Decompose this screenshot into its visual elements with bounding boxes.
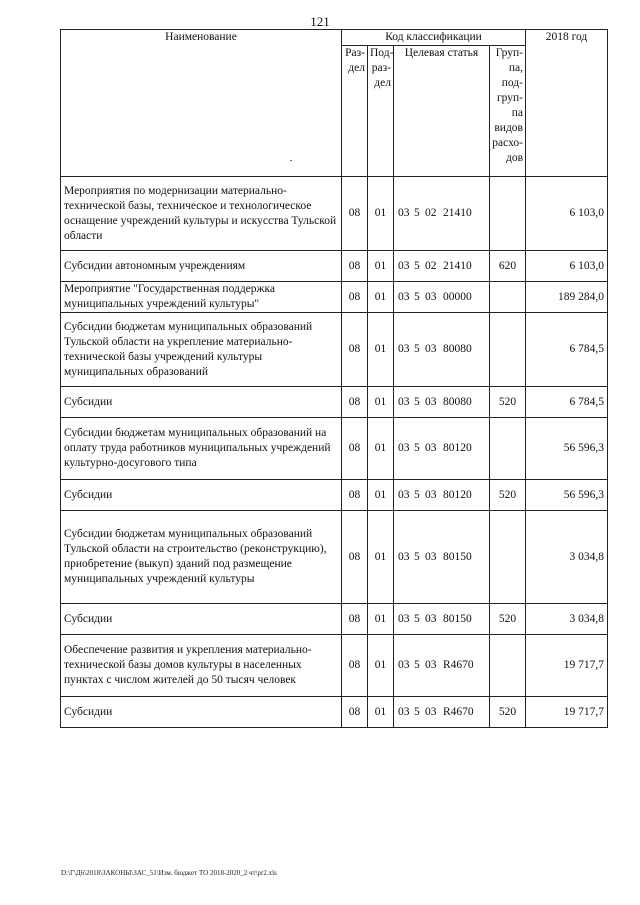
row-target-item xyxy=(394,511,490,604)
table-row xyxy=(61,511,608,604)
row-name: Субсидии бюджетам муниципальных образований Тульской области на строительство (реконструкцию), приобретение (выкуп) зданий под размещение муниципальных учреждений культуры xyxy=(61,511,342,604)
target-item-part: 21410 xyxy=(443,207,472,219)
row-amount: 189 284,0 xyxy=(526,282,608,313)
row-group: 520 xyxy=(490,480,526,511)
target-item-part: 5 xyxy=(414,442,420,454)
target-item-part: 03 xyxy=(398,343,410,355)
table-body xyxy=(61,177,608,728)
target-item-part: 5 xyxy=(414,550,420,563)
file-path-footer: D:\Г\Д6\2018\ЗАКОНЫ\ЗАС_51\Изм. бюджет ТО 2018-2020_2 чт\pr2.xls xyxy=(61,869,277,877)
row-group xyxy=(490,511,526,604)
table-row xyxy=(61,697,608,728)
row-amount: 3 034,8 xyxy=(526,511,608,604)
row-amount: 6 103,0 xyxy=(526,251,608,282)
row-razdel: 08 xyxy=(342,251,368,282)
target-item-part: 80080 xyxy=(443,343,472,355)
row-razdel: 08 xyxy=(342,480,368,511)
row-name: Субсидии xyxy=(61,697,342,728)
table-row xyxy=(61,251,608,282)
row-podrazdel: 01 xyxy=(368,604,394,635)
row-group xyxy=(490,282,526,313)
target-item-part: 03 xyxy=(398,395,410,408)
target-item-part: 5 xyxy=(414,395,420,408)
row-name: Обеспечение развития и укрепления материально-технической базы домов культуры в населенных пунктах с числом жителей до 50 тысяч человек xyxy=(61,635,342,697)
row-target-item xyxy=(394,177,490,251)
table-row xyxy=(61,635,608,697)
target-item-part: 03 xyxy=(425,550,437,563)
target-item-part: 5 xyxy=(414,343,420,355)
table-row xyxy=(61,177,608,251)
target-item-part: 80120 xyxy=(443,488,472,501)
row-razdel: 08 xyxy=(342,511,368,604)
row-podrazdel: 01 xyxy=(368,511,394,604)
target-item-part: 21410 xyxy=(443,259,472,272)
row-name: Субсидии xyxy=(61,387,342,418)
target-item-part: 03 xyxy=(398,259,410,272)
row-podrazdel: 01 xyxy=(368,387,394,418)
target-item-part: 03 xyxy=(398,207,410,219)
target-item-part: 03 xyxy=(425,442,437,454)
table-row xyxy=(61,282,608,313)
row-razdel: 08 xyxy=(342,282,368,313)
target-item-part: 03 xyxy=(398,550,410,563)
target-item-part: 03 xyxy=(398,659,410,671)
target-item-part: 03 xyxy=(425,290,437,303)
target-item-part: 80120 xyxy=(443,442,472,454)
row-podrazdel: 01 xyxy=(368,177,394,251)
table-row xyxy=(61,387,608,418)
table-row xyxy=(61,480,608,511)
target-item-part: 80080 xyxy=(443,395,472,408)
row-podrazdel: 01 xyxy=(368,282,394,313)
target-item-part: 03 xyxy=(425,705,437,718)
page-number: 121 xyxy=(310,14,330,29)
target-item-part: 5 xyxy=(414,659,420,671)
row-group: 620 xyxy=(490,251,526,282)
target-item-part: 02 xyxy=(425,207,437,219)
row-name: Субсидии xyxy=(61,604,342,635)
row-amount: 6 103,0 xyxy=(526,177,608,251)
row-razdel: 08 xyxy=(342,635,368,697)
row-group xyxy=(490,177,526,251)
row-target-item xyxy=(394,251,490,282)
target-item-part: 80150 xyxy=(443,550,472,563)
row-podrazdel: 01 xyxy=(368,418,394,480)
target-item-part: 02 xyxy=(425,259,437,272)
header-year: 2018 год xyxy=(526,30,608,177)
row-target-item xyxy=(394,313,490,387)
table-row xyxy=(61,313,608,387)
target-item-part: R4670 xyxy=(443,705,474,718)
row-razdel: 08 xyxy=(342,177,368,251)
target-item-part: 5 xyxy=(414,259,420,272)
target-item-part: 03 xyxy=(425,395,437,408)
target-item-part: 03 xyxy=(398,488,410,501)
row-amount: 56 596,3 xyxy=(526,480,608,511)
row-group xyxy=(490,418,526,480)
row-group: 520 xyxy=(490,604,526,635)
target-item-part: 03 xyxy=(398,442,410,454)
row-amount: 3 034,8 xyxy=(526,604,608,635)
header-classification: Код классификации xyxy=(342,30,526,46)
target-item-part: 5 xyxy=(414,612,420,625)
table-row xyxy=(61,418,608,480)
row-target-item xyxy=(394,418,490,480)
row-target-item xyxy=(394,635,490,697)
budget-table xyxy=(60,29,608,728)
header-name: Наименование xyxy=(61,30,342,177)
target-item-part: R4670 xyxy=(443,659,474,671)
row-group: 520 xyxy=(490,387,526,418)
row-group xyxy=(490,635,526,697)
target-item-part: 5 xyxy=(414,705,420,718)
target-item-part: 03 xyxy=(425,488,437,501)
row-razdel: 08 xyxy=(342,697,368,728)
row-podrazdel: 01 xyxy=(368,251,394,282)
table-row xyxy=(61,604,608,635)
header-target-item: Целевая статья xyxy=(394,46,490,177)
header-podrazdel: Под- раз- дел xyxy=(368,46,394,177)
target-item-part: 5 xyxy=(414,488,420,501)
target-item-part: 5 xyxy=(414,290,420,303)
row-razdel: 08 xyxy=(342,313,368,387)
row-amount: 6 784,5 xyxy=(526,387,608,418)
row-amount: 56 596,3 xyxy=(526,418,608,480)
row-target-item xyxy=(394,480,490,511)
target-item-part: 03 xyxy=(398,612,410,625)
row-amount: 19 717,7 xyxy=(526,635,608,697)
row-amount: 6 784,5 xyxy=(526,313,608,387)
target-item-part: 03 xyxy=(398,705,410,718)
row-target-item xyxy=(394,282,490,313)
header-razdel: Раз- дел xyxy=(342,46,368,177)
row-group xyxy=(490,313,526,387)
row-razdel: 08 xyxy=(342,387,368,418)
row-name: Субсидии бюджетам муниципальных образований Тульской области на укрепление материально-технической базы учреждений культуры муниципальных образований xyxy=(61,313,342,387)
row-podrazdel: 01 xyxy=(368,313,394,387)
row-podrazdel: 01 xyxy=(368,697,394,728)
target-item-part: 03 xyxy=(425,612,437,625)
row-target-item xyxy=(394,604,490,635)
row-razdel: 08 xyxy=(342,604,368,635)
row-razdel: 08 xyxy=(342,418,368,480)
row-amount: 19 717,7 xyxy=(526,697,608,728)
row-name: Субсидии бюджетам муниципальных образований на оплату труда работников муниципальных учреждений культурно-досугового типа xyxy=(61,418,342,480)
target-item-part: 03 xyxy=(425,659,437,671)
header-group: Груп- па, под- груп- па видов расхо- дов xyxy=(490,46,526,177)
row-podrazdel: 01 xyxy=(368,480,394,511)
row-podrazdel: 01 xyxy=(368,635,394,697)
row-name: Мероприятия по модернизации материально-технической базы, техническое и технологическое оснащение учреждений культуры и искусства Тульской области xyxy=(61,177,342,251)
row-target-item xyxy=(394,697,490,728)
row-name: Субсидии xyxy=(61,480,342,511)
row-name: Субсидии автономным учреждениям xyxy=(61,251,342,282)
row-target-item xyxy=(394,387,490,418)
target-item-part: 5 xyxy=(414,207,420,219)
target-item-part: 03 xyxy=(398,290,410,303)
row-name: Мероприятие "Государственная поддержка муниципальных учреждений культуры" xyxy=(61,282,342,313)
target-item-part: 00000 xyxy=(443,290,472,303)
table-header xyxy=(61,30,608,177)
target-item-part: 80150 xyxy=(443,612,472,625)
row-group: 520 xyxy=(490,697,526,728)
target-item-part: 03 xyxy=(425,343,437,355)
